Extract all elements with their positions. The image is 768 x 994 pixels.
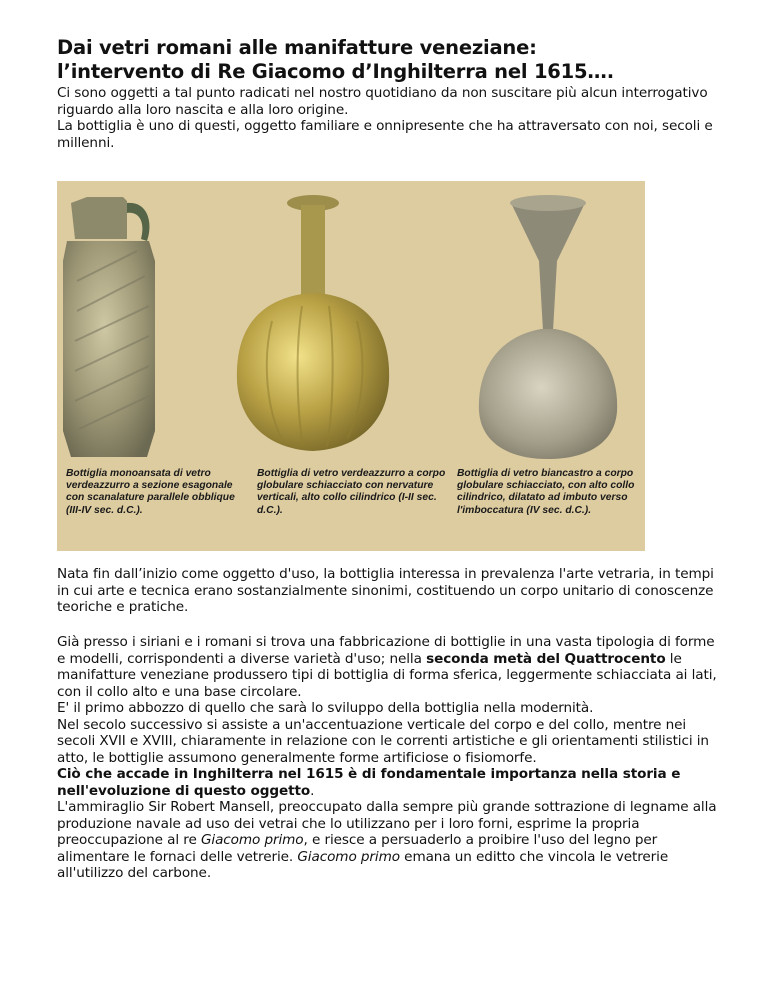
body-bold-text: Ciò che accade in Inghilterra nel 1615 è di fondamentale importanza nella storia e nell'evoluzione di questo oggetto — [57, 766, 681, 799]
body-text: E' il primo abbozzo di quello che sarà lo sviluppo della bottiglia nella modernità. — [57, 700, 594, 716]
body-text: . — [310, 782, 315, 799]
body-text: Già presso i siriani e i romani si trova una fabbricazione di bottiglie in una vasta tipologia di forme e modelli, corrispondenti a diverse varietà d'uso; nella — [57, 634, 715, 667]
caption-bottle-2: Bottiglia di vetro verdeazzurro a corpo globulare schiacciato con nervature verticali, alto collo cilindrico (I-II sec. d.C.). — [257, 468, 446, 516]
bottle-3 — [479, 195, 617, 459]
body-text: le manifatture veneziane produssero tipi di bottiglia di forma sferica, leggermente schiacciata ai lati, con il collo alto e una base circolare. — [57, 650, 717, 700]
body-bold-text: seconda metà del Quattrocento — [426, 650, 666, 667]
body-text: L'ammiraglio Sir Robert Mansell, preoccupato dalla sempre più grande sottrazione di legname alla produzione navale ad uso dei vetrai che lo utilizzano per i loro forni, esprime la propria preoccupazione al re — [57, 799, 717, 848]
bottle-2 — [237, 195, 389, 451]
caption-bottle-1: Bottiglia monoansata di vetro verdeazzurro a sezione esagonale con scanalature parallele obblique (III-IV sec. d.C.). — [66, 468, 235, 516]
intro-text-2: La bottiglia è uno di questi, oggetto familiare e onnipresente che ha attraversato con noi, secoli e millenni. — [57, 118, 713, 151]
body-text: emana un editto che vincola le vetrerie all'utilizzo del carbone. — [57, 848, 669, 881]
bottle-1 — [63, 197, 155, 457]
body-text: , e riesce a persuaderlo a proibire l'uso del legno per alimentare le fornaci delle vetrerie. — [57, 832, 658, 865]
body-paragraph-2 — [57, 634, 717, 882]
page-title — [57, 36, 717, 84]
body-text: Nel secolo successivo si assiste a un'accentuazione verticale del corpo e del collo, mentre nei secoli XVII e XVIII, chiaramente in relazione con le correnti artistiche e gli orientamenti stilistici in atto, le bottiglie assumono generalmente forme artificiose o fisiomorfe. — [57, 716, 709, 766]
body-italic-text: Giacomo primo — [297, 848, 400, 865]
body-italic-text: Giacomo primo — [200, 832, 304, 848]
intro-paragraph — [57, 85, 717, 151]
intro-text-1: Ci sono oggetti a tal punto radicati nel nostro quotidiano da non suscitare più alcun interrogativo riguardo alla loro nascita e alla loro origine. — [57, 85, 708, 118]
document-page — [57, 36, 717, 881]
bottles-figure — [57, 181, 645, 551]
title-line-2: l’intervento di Re Giacomo d’Inghilterra nel 1615…. — [57, 60, 614, 83]
title-line-1: Dai vetri romani alle manifatture veneziane: — [57, 36, 537, 59]
caption-bottle-3: Bottiglia di vetro biancastro a corpo globulare schiacciato, con alto collo cilindrico, dilatato ad imbuto verso l'imboccatura (IV sec. d.C.). — [457, 468, 635, 516]
body-paragraph-1: Nata fin dall’inizio come oggetto d'uso, la bottiglia interessa in prevalenza l'arte vetraria, in tempi in cui arte e tecnica erano sostanzialmente sinonimi, costituendo un corpo unitario di conoscenze teoriche e pratiche. — [57, 566, 714, 615]
